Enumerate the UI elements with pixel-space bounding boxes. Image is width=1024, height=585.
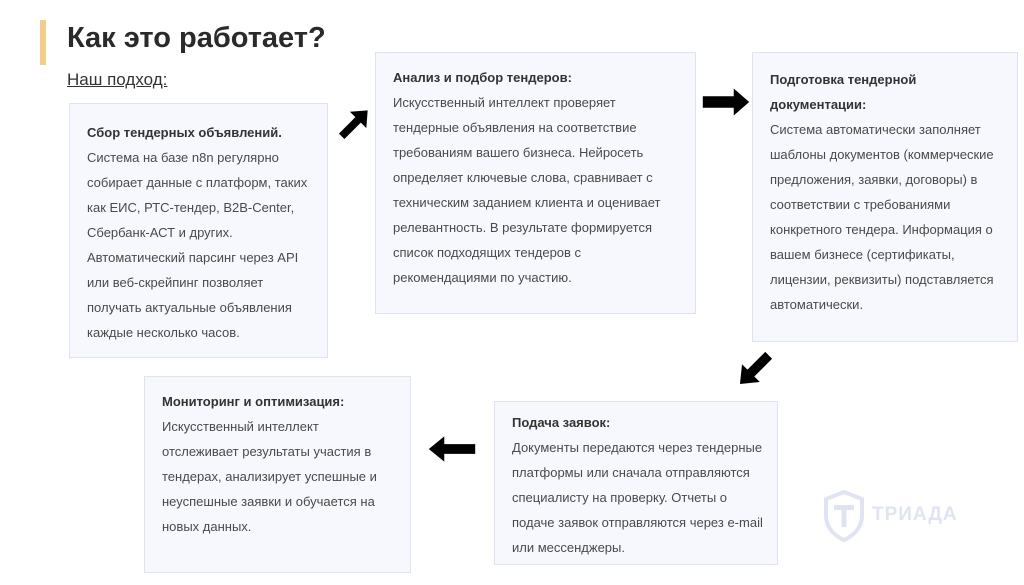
step-text: Система на базе n8n регулярно собирает данные с платформ, таких как ЕИС, РТС-тендер, B2B-Center, Сбербанк-АСТ и других. Автоматический парсинг через API или веб-скрейпинг позволяет получать актуальные объявления каждые несколько часов. xyxy=(87,150,308,340)
page-subtitle: Наш подход: xyxy=(67,70,168,89)
step-box-submission xyxy=(494,401,778,565)
step-text: Искусственный интеллект проверяет тендерные объявления на соответствие требованиям вашего бизнеса. Нейросеть определяет ключевые слова, сравнивает с техническим заданием клиента и оценивает релевантность. В результате формируется список подходящих тендеров с рекомендациями по участию. xyxy=(393,95,661,285)
arrow-up-right-icon xyxy=(325,95,383,153)
arrow-left-icon xyxy=(423,420,481,478)
step-text: Документы передаются через тендерные платформы или сначала отправляются специалисту на проверку. Отчеты о подаче заявок отправляются через e-mail или мессенджеры. xyxy=(512,440,763,555)
watermark-text: ТРИАДА xyxy=(872,504,958,525)
step-heading: Подача заявок: xyxy=(512,415,611,430)
step-text: Система автоматически заполняет шаблоны документов (коммерческие предложения, заявки, договоры) в соответствии с требованиями конкретного тендера. Информация о вашем бизнесе (сертификаты, лицензии, реквизиты) подставляется автоматически. xyxy=(770,122,994,312)
arrow-down-left-icon xyxy=(726,340,784,398)
shield-t-icon xyxy=(822,490,866,542)
triada-watermark xyxy=(822,490,962,542)
title-accent-bar xyxy=(40,20,46,65)
step-box-monitoring xyxy=(144,376,411,573)
step-box-documentation xyxy=(752,52,1018,342)
step-heading: Анализ и подбор тендеров: xyxy=(393,70,572,85)
step-heading: Подготовка тендерной документации: xyxy=(770,72,917,112)
step-text: Искусственный интеллект отслеживает результаты участия в тендерах, анализирует успешные и неуспешные заявки и обучается на новых данных. xyxy=(162,419,377,534)
step-heading: Сбор тендерных объявлений. xyxy=(87,125,282,140)
page-title: Как это работает? xyxy=(67,22,326,54)
arrow-right-icon xyxy=(697,73,755,131)
step-heading: Мониторинг и оптимизация: xyxy=(162,394,345,409)
step-box-collection xyxy=(69,103,328,358)
step-box-analysis xyxy=(375,52,696,314)
